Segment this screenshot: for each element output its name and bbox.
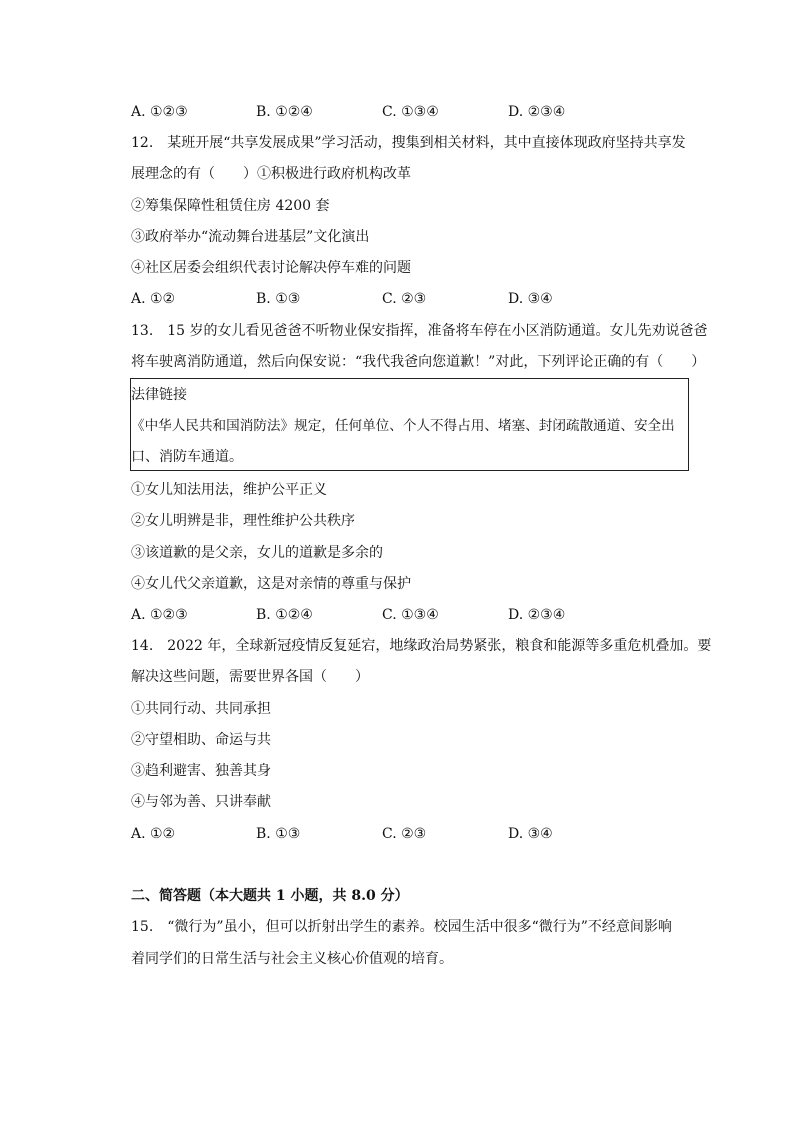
law-link-text-line2: 口、消防车通道。 — [131, 449, 243, 465]
law-link-title: 法律链接 — [131, 387, 187, 403]
q14-option-a: A. ①② — [131, 826, 176, 842]
q14-item-2: ②守望相助、命运与共 — [131, 732, 271, 748]
q14-item-4: ④与邻为善、只讲奉献 — [131, 794, 271, 810]
law-link-text-line1: 《中华人民共和国消防法》规定，任何单位、个人不得占用、堵塞、封闭疏散通道、安全出 — [131, 418, 675, 434]
q13-option-d: D. ②③④ — [508, 607, 566, 623]
q14-option-c: C. ②③ — [382, 826, 427, 842]
q14-option-b: B. ①③ — [256, 826, 301, 842]
q12-stem-line1: 12. 某班开展“共享发展成果”学习活动，搜集到相关材料，其中直接体现政府坚持共享发 — [131, 135, 686, 151]
q11-option-d: D. ②③④ — [508, 104, 566, 120]
q12-option-d: D. ③④ — [508, 291, 553, 307]
q12-item-3: ③政府举办“流动舞台进基层”文化演出 — [131, 229, 370, 245]
q14-option-d: D. ③④ — [508, 826, 553, 842]
q12-option-a: A. ①② — [131, 291, 176, 307]
q13-option-a: A. ①②③ — [131, 607, 188, 623]
q13-item-1: ①女儿知法用法，维护公平正义 — [131, 482, 327, 498]
q12-option-c: C. ②③ — [382, 291, 427, 307]
q14-item-3: ③趋利避害、独善其身 — [131, 763, 271, 779]
q14-stem-line2: 解决这些问题，需要世界各国（ ） — [131, 669, 369, 685]
q13-stem-line1: 13. 15 岁的女儿看见爸爸不听物业保安指挥，准备将车停在小区消防通道。女儿先劝说爸爸 — [131, 323, 708, 339]
q13-option-b: B. ①②④ — [256, 607, 313, 623]
q14-item-1: ①共同行动、共同承担 — [131, 701, 271, 717]
q13-stem-line2: 将车驶离消防通道，然后向保安说：“我代我爸向您道歉！”对此，下列评论正确的有（ ） — [131, 354, 706, 370]
q12-stem-line2: 展理念的有（ ）①积极进行政府机构改革 — [131, 166, 411, 182]
q15-stem-line2: 着同学们的日常生活与社会主义核心价值观的培育。 — [131, 951, 453, 967]
q13-item-4: ④女儿代父亲道歉，这是对亲情的尊重与保护 — [131, 576, 411, 592]
q11-option-a: A. ①②③ — [131, 104, 188, 120]
q13-option-c: C. ①③④ — [382, 607, 439, 623]
q12-item-4: ④社区居委会组织代表讨论解决停车难的问题 — [131, 260, 411, 276]
q13-item-3: ③该道歉的是父亲，女儿的道歉是多余的 — [131, 545, 383, 561]
q11-option-c: C. ①③④ — [382, 104, 439, 120]
q14-stem-line1: 14. 2022 年，全球新冠疫情反复延宕，地缘政治局势紧张，粮食和能源等多重危机叠加。要 — [131, 638, 712, 654]
q12-item-2: ②筹集保障性租赁住房 4200 套 — [131, 198, 330, 214]
q11-option-b: B. ①②④ — [256, 104, 313, 120]
q13-item-2: ②女儿明辨是非，理性维护公共秩序 — [131, 513, 355, 529]
q15-stem-line1: 15. “微行为”虽小，但可以折射出学生的素养。校园生活中很多“微行为”不经意间影响 — [131, 919, 672, 935]
q12-option-b: B. ①③ — [256, 291, 301, 307]
section-heading: 二、简答题（本大题共 1 小题，共 8.0 分） — [131, 888, 409, 904]
